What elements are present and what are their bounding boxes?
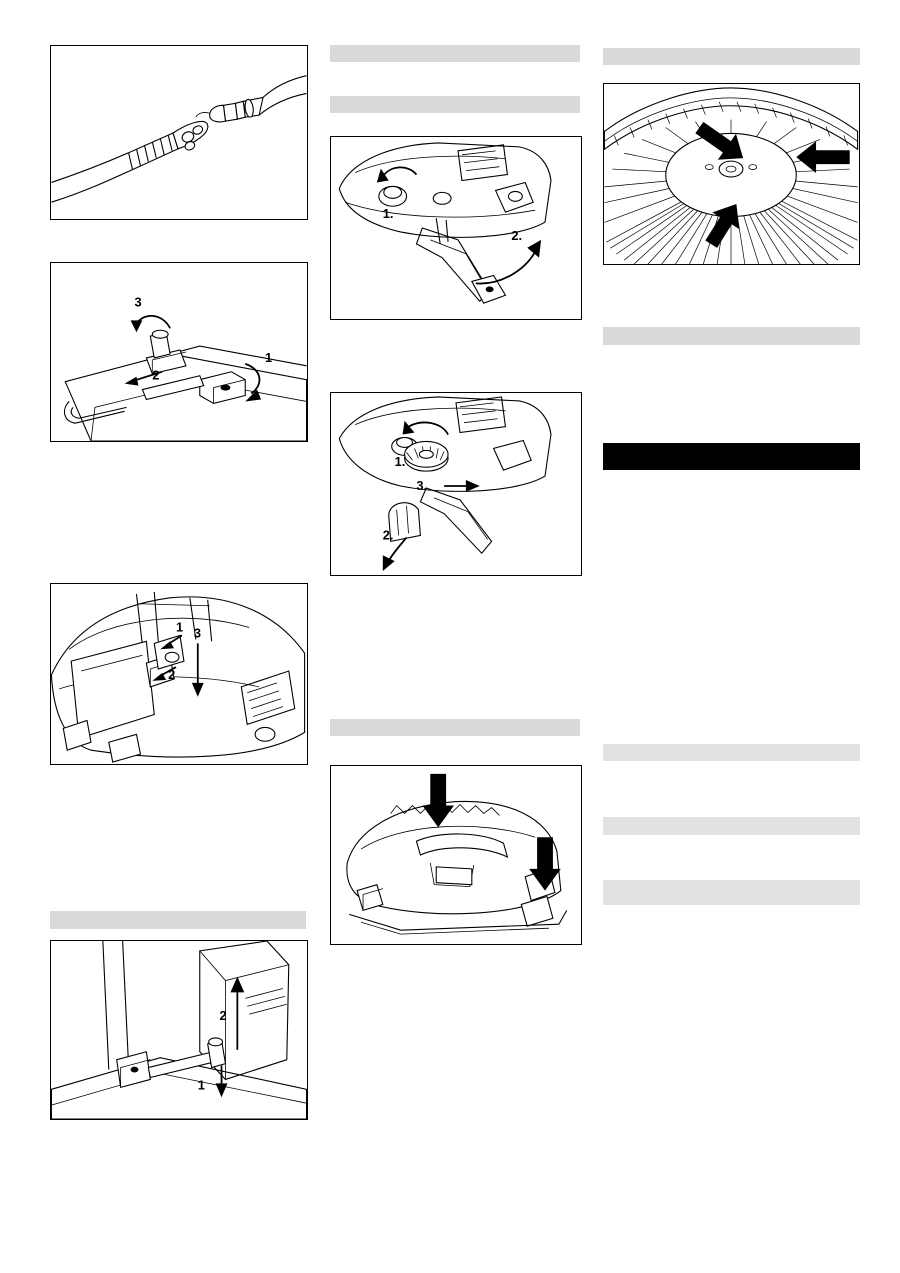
- svg-text:1: 1: [197, 1077, 205, 1093]
- heading-bar-mid-3: [330, 719, 580, 736]
- figure-lever-attach: [50, 262, 308, 442]
- heading-bar-right-5: [603, 880, 860, 905]
- svg-text:2: 2: [168, 666, 176, 682]
- svg-text:3: 3: [134, 294, 142, 310]
- svg-text:3: 3: [193, 625, 201, 641]
- heading-bar-right-black: [603, 443, 860, 470]
- figure-filter-remove: [330, 392, 582, 576]
- svg-text:2: 2: [219, 1008, 227, 1024]
- heading-bar-left-1: [50, 911, 306, 929]
- heading-bar-right-2: [603, 327, 860, 345]
- heading-bar-right-4: [603, 817, 860, 835]
- heading-bar-right-3: [603, 744, 860, 761]
- svg-text:2.: 2.: [511, 227, 523, 243]
- svg-text:1.: 1.: [394, 454, 406, 470]
- figure-brush-disc-arrows: [603, 83, 860, 265]
- svg-text:2.: 2.: [382, 527, 394, 543]
- figure-press-down-cover: [330, 765, 582, 945]
- heading-bar-mid-2: [330, 96, 580, 113]
- svg-text:3.: 3.: [416, 477, 428, 493]
- figure-hose-coupling: [50, 45, 308, 220]
- heading-bar-mid-1: [330, 45, 580, 62]
- figure-housing-pin: [50, 583, 308, 765]
- svg-text:1: 1: [176, 619, 184, 635]
- svg-text:1: 1: [265, 349, 273, 365]
- svg-text:2: 2: [152, 367, 160, 383]
- figure-handle-release: [50, 940, 308, 1120]
- figure-cover-open: [330, 136, 582, 320]
- heading-bar-right-1: [603, 48, 860, 65]
- svg-text:1.: 1.: [382, 206, 394, 222]
